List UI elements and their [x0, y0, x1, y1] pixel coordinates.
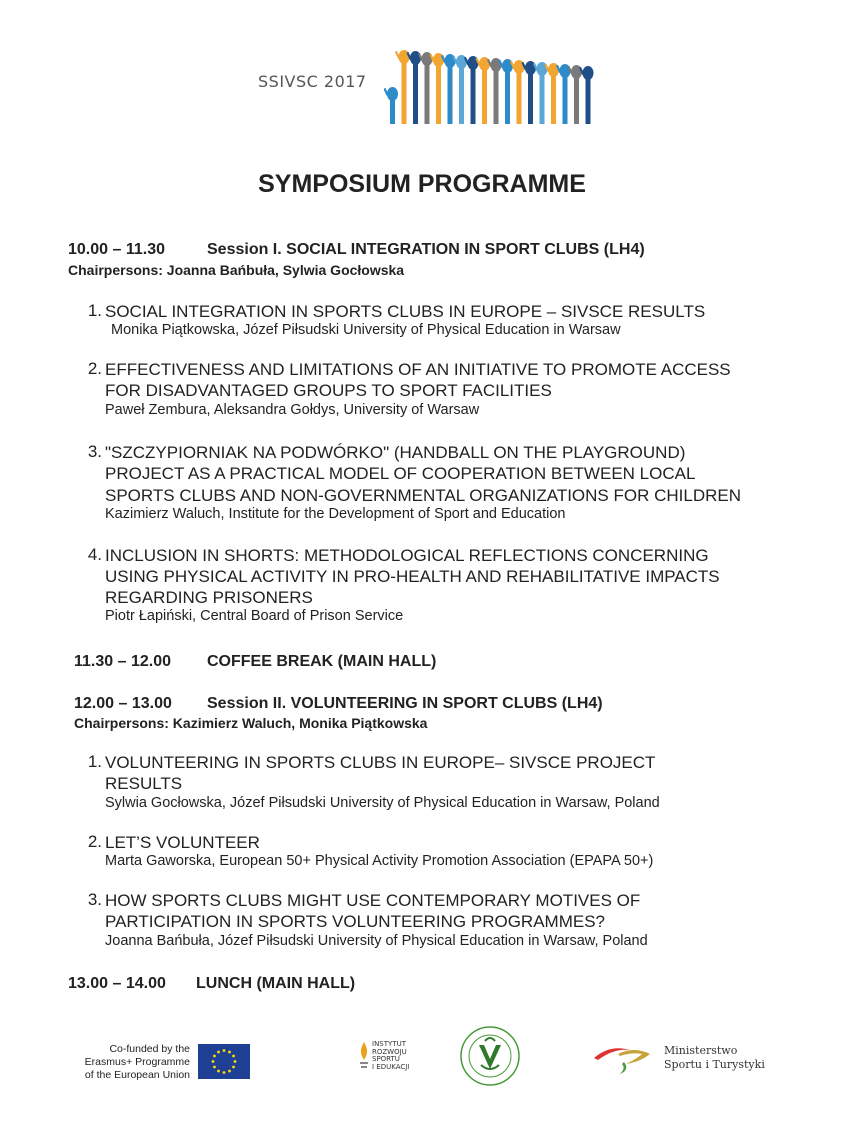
paper-title: PARTICIPATION IN SPORTS VOLUNTEERING PROGRAMMES?	[105, 912, 606, 931]
session1-chairs: Chairpersons: Joanna Bańbuła, Sylwia Gocłowska	[68, 262, 405, 278]
eu-star	[217, 1070, 220, 1073]
eu-star	[228, 1070, 231, 1073]
ministry-name	[664, 1044, 765, 1072]
hand-shape	[452, 55, 467, 124]
paper-author: Monika Piątkowska, Józef Piłsudski University of Physical Education in Warsaw	[111, 322, 621, 338]
item-number: 3.	[87, 442, 102, 461]
eu-star	[223, 1049, 226, 1052]
eu-star	[228, 1051, 231, 1054]
institute-line: INSTYTUT	[372, 1040, 406, 1048]
paper-title: EFFECTIVENESS AND LIMITATIONS OF AN INITIATIVE TO PROMOTE ACCESS	[105, 360, 731, 379]
paper-title: "SZCZYPIORNIAK NA PODWÓRKO" (HANDBALL ON THE PLAYGROUND)	[105, 443, 686, 462]
item-number: 4.	[87, 545, 102, 564]
session1-time: 10.00 – 11.30	[68, 241, 165, 258]
lunch-time: 13.00 – 14.00	[68, 975, 166, 992]
erasmus-text	[60, 1043, 190, 1082]
flame-logo-icon	[357, 1040, 371, 1070]
hand-shape	[475, 57, 490, 124]
erasmus-line: Co-funded by the	[109, 1043, 190, 1055]
ministry-line: Ministerstwo	[664, 1044, 738, 1057]
paper-title: VOLUNTEERING IN SPORTS CLUBS IN EUROPE– SIVSCE PROJECT	[105, 753, 656, 772]
coffee-break-time: 11.30 – 12.00	[74, 653, 171, 670]
paper-title: RESULTS	[105, 774, 183, 793]
paper-title: HOW SPORTS CLUBS MIGHT USE CONTEMPORARY MOTIVES OF	[105, 891, 641, 910]
item-number: 1.	[87, 301, 102, 320]
institute-line: SPORTU	[372, 1055, 400, 1063]
eu-star	[223, 1071, 226, 1074]
hand-shape	[395, 50, 410, 124]
item-number: 2.	[87, 359, 102, 378]
item-number: 1.	[87, 752, 102, 771]
eu-star	[213, 1055, 216, 1058]
paper-title: INCLUSION IN SHORTS: METHODOLOGICAL REFLECTIONS CONCERNING	[105, 546, 709, 565]
paper-title: USING PHYSICAL ACTIVITY IN PRO-HEALTH AND REHABILITATIVE IMPACTS	[105, 567, 720, 586]
hand-shape	[464, 56, 479, 124]
eu-star	[232, 1055, 235, 1058]
event-brand: SSIVSC 2017	[258, 72, 367, 91]
paper-author: Marta Gaworska, European 50+ Physical Activity Promotion Association (EPAPA 50+)	[105, 853, 654, 869]
eu-star	[232, 1066, 235, 1069]
paper-title: PROJECT AS A PRACTICAL MODEL OF COOPERATION BETWEEN LOCAL	[105, 464, 696, 483]
hand-shape	[487, 58, 502, 124]
paper-title: LET’S VOLUNTEER	[105, 833, 260, 852]
institute-line: I EDUKACJI	[372, 1062, 410, 1071]
hand-shape	[384, 87, 398, 124]
eu-star	[234, 1060, 237, 1063]
raised-hands-logo	[384, 40, 594, 124]
erasmus-line: of the European Union	[84, 1069, 190, 1081]
paper-author: Sylwia Gocłowska, Józef Piłsudski University of Physical Education in Warsaw, Poland	[105, 795, 660, 811]
item-number: 2.	[87, 832, 102, 851]
paper-author: Piotr Łapiński, Central Board of Prison Service	[105, 608, 404, 624]
hand-shape	[441, 54, 456, 124]
eu-star	[213, 1066, 216, 1069]
session1-title: Session I. SOCIAL INTEGRATION IN SPORT CLUBS (LH4)	[207, 241, 645, 258]
ministry-logo-icon	[590, 1036, 656, 1076]
hand-shape	[429, 53, 444, 124]
eu-flag-icon	[198, 1044, 250, 1079]
session2-time: 12.00 – 13.00	[74, 695, 172, 712]
eu-star	[217, 1051, 220, 1054]
paper-title: SPORTS CLUBS AND NON-GOVERNMENTAL ORGANIZATIONS FOR CHILDREN	[105, 486, 742, 505]
paper-author: Paweł Zembura, Aleksandra Gołdys, University of Warsaw	[105, 402, 480, 418]
university-seal-icon	[459, 1025, 521, 1087]
item-number: 3.	[87, 890, 102, 909]
institute-logo-text	[372, 1041, 409, 1071]
eu-star	[212, 1060, 215, 1063]
page-title: SYMPOSIUM PROGRAMME	[258, 170, 586, 198]
hand-shape	[406, 51, 421, 124]
institute-line: ROZWOJU	[372, 1047, 407, 1056]
session2-chairs: Chairpersons: Kazimierz Waluch, Monika Piątkowska	[74, 715, 428, 731]
ministry-line: Sportu i Turystyki	[664, 1058, 765, 1071]
session2-title: Session II. VOLUNTEERING IN SPORT CLUBS (LH4)	[207, 695, 603, 712]
paper-title: REGARDING PRISONERS	[105, 588, 313, 607]
lunch-label: LUNCH (MAIN HALL)	[196, 975, 356, 992]
hand-shape	[418, 52, 433, 124]
erasmus-line: Erasmus+ Programme	[84, 1056, 190, 1068]
paper-title: SOCIAL INTEGRATION IN SPORTS CLUBS IN EUROPE – SIVSCE RESULTS	[105, 302, 706, 321]
paper-title: FOR DISADVANTAGED GROUPS TO SPORT FACILITIES	[105, 381, 552, 400]
paper-author: Joanna Bańbuła, Józef Piłsudski University of Physical Education in Warsaw, Poland	[105, 933, 648, 949]
paper-author: Kazimierz Waluch, Institute for the Development of Sport and Education	[105, 506, 566, 522]
coffee-break-label: COFFEE BREAK (MAIN HALL)	[207, 653, 437, 670]
